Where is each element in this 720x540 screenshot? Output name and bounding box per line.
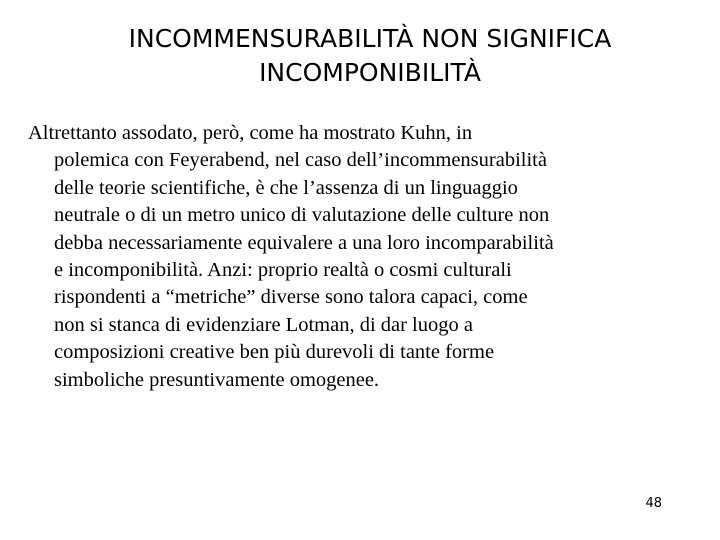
slide-title-line: INCOMPONIBILITÀ — [259, 58, 481, 87]
body-line: non si stanca di evidenziare Lotman, di dar luogo a — [54, 313, 473, 336]
page-number: 48 — [645, 496, 662, 511]
body-line: delle teorie scientifiche, è che l’assenza di un linguaggio — [54, 176, 518, 199]
body-line: debba necessariamente equivalere a una loro incomparabilità — [54, 231, 554, 254]
body-line: composizioni creative ben più durevoli di tante forme — [54, 341, 495, 364]
slide-title-line: INCOMMENSURABILITÀ NON SIGNIFICA — [128, 24, 612, 53]
body-line: rispondenti a “metriche” diverse sono talora capaci, come — [54, 286, 528, 309]
body-line: polemica con Feyerabend, nel caso dell’incommensurabilità — [54, 149, 547, 172]
body-paragraph — [28, 120, 696, 394]
body-line: Altrettanto assodato, però, come ha mostrato Kuhn, in — [28, 122, 473, 144]
body-line: neutrale o di un metro unico di valutazione delle culture non — [54, 204, 550, 227]
slide-title — [40, 22, 700, 90]
body-line: simboliche presuntivamente omogenee. — [54, 368, 380, 391]
body-line: e incomponibilità. Anzi: proprio realtà o cosmi culturali — [54, 259, 512, 282]
